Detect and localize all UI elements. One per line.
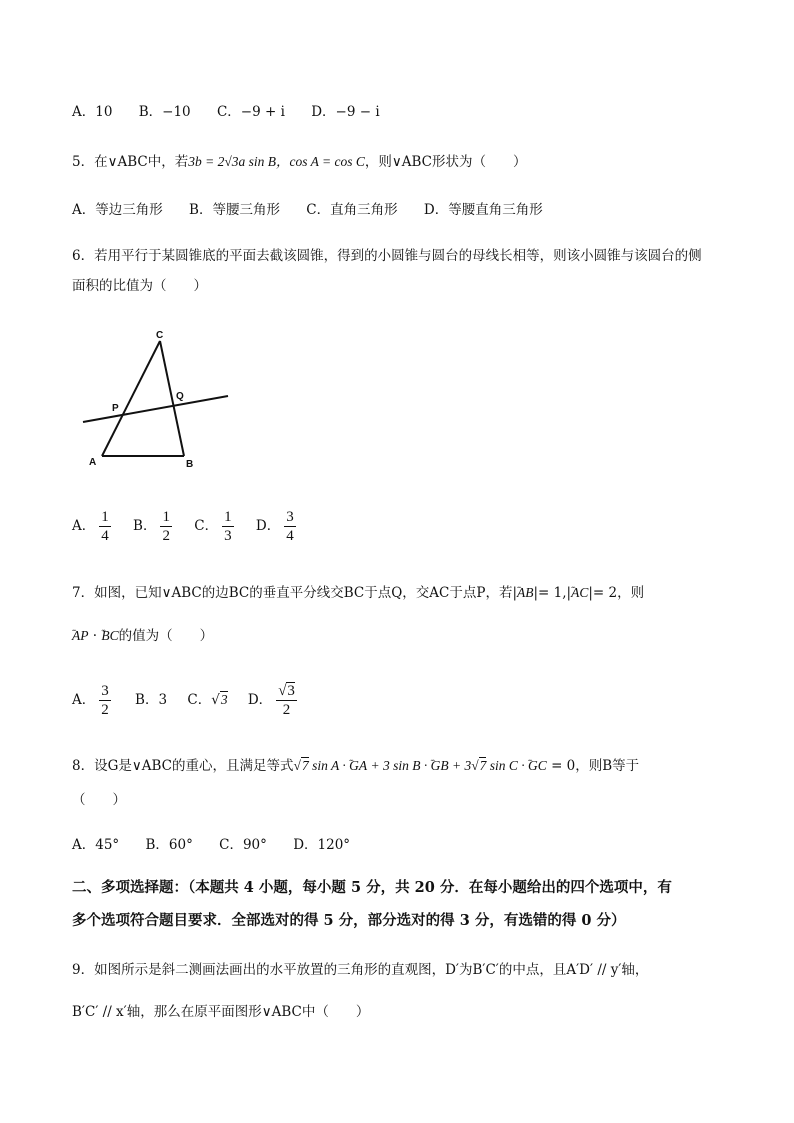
label-b: B	[186, 459, 194, 470]
q7-option-a: A． $\frac{3}{2}$	[72, 682, 109, 718]
q8-options	[72, 835, 372, 855]
q5-option-a: A．等边三角形	[72, 202, 163, 218]
q4-option-b: B．−10	[138, 104, 191, 120]
q4-option-c: C．−9 + i	[216, 104, 285, 120]
vector-ap: ꞈꞈ AP	[72, 626, 89, 646]
segment-pq	[83, 396, 228, 422]
section2-heading-line1: 二、多项选择题：（本题共 4 小题，每小题 5 分，共 20 分．在每小题给出的四个选项中，有	[72, 879, 672, 896]
label-p: P	[112, 403, 119, 414]
q8-option-b: B．60°	[145, 837, 193, 853]
q5-prefix: 5．在∨ABC中，若	[72, 154, 189, 170]
vector-ac: ꞈꞈ AC	[571, 583, 588, 603]
q8-option-d: D．120°	[293, 837, 351, 853]
vector-gc: ꞈꞈ GC	[528, 756, 547, 776]
q6-options	[72, 506, 322, 546]
q9-stem-line1: 9．如图所示是斜二测画法画出的水平放置的三角形的直观图，D′为B′C′的中点，且A′D′ // y′轴，	[72, 962, 649, 978]
q5-stem	[72, 152, 527, 172]
q5-options	[72, 200, 565, 220]
q6-option-c: C． $\frac{1}{3}$	[194, 508, 232, 544]
vector-ab: ꞈꞈ AB	[517, 583, 534, 603]
q8-stem-line2: （ ）	[72, 792, 126, 808]
label-q: Q	[176, 391, 184, 402]
q4-options	[72, 102, 402, 122]
triangle-figure	[80, 328, 240, 477]
q5-option-c: C．直角三角形	[306, 202, 398, 218]
q6-option-b: B． $\frac{1}{2}$	[133, 508, 170, 544]
segment-ca	[102, 341, 160, 456]
q6-option-a: A． $\frac{1}{4}$	[72, 508, 109, 544]
q6-stem-line1: 6．若用平行于某圆锥底的平面去截该圆锥，得到的小圆锥与圆台的母线长相等，则该小圆锥与该圆台的侧	[72, 248, 702, 264]
q7-option-c: C．√3	[187, 692, 228, 708]
q6-option-d: D． $\frac{3}{4}$	[255, 508, 294, 544]
section2-heading-line2: 多个选项符合题目要求．全部选对的得 5 分，部分选对的得 3 分，有选错的得 0 分）	[72, 912, 626, 929]
q8-option-c: C．90°	[219, 837, 267, 853]
q8-option-a: A．45°	[72, 837, 120, 853]
vector-gb: ꞈꞈ GB	[431, 756, 449, 776]
q7-option-b: B．3	[135, 692, 168, 708]
q7-options	[72, 680, 323, 720]
vector-ga: ꞈꞈ GA	[349, 756, 367, 776]
q7-stem-line1: 7．如图，已知∨ABC的边BC的垂直平分线交BC于点Q，交AC于点P，若|ꞈꞈ AB|= 1,|ꞈꞈ AC|= 2，则	[72, 583, 644, 603]
q8-stem-line1: 8．设G是∨ABC的重心，且满足等式√7 sin A · ꞈꞈ GA + 3 sin B · ꞈꞈ GB + 3√7 sin C · ꞈꞈ GC = 0，则B等于	[72, 756, 639, 776]
q5-suffix: ，则∨ABC形状为（ ）	[364, 154, 527, 170]
q5-option-d: D．等腰直角三角形	[423, 202, 543, 218]
label-c: C	[156, 330, 164, 341]
q7-option-d: D． $\frac{√3}{2}$	[247, 682, 295, 718]
q9-stem-line2: B′C′ // x′轴，那么在原平面图形∨ABC中（ ）	[72, 1004, 370, 1020]
q5-option-b: B．等腰三角形	[189, 202, 280, 218]
q5-condition: 3b = 2√3a sin B，cos A = cos C	[188, 154, 365, 169]
q4-option-a: A．10	[72, 104, 113, 120]
q6-stem-line2: 面积的比值为（ ）	[72, 278, 207, 294]
vector-bc: ꞈꞈ BC	[101, 626, 118, 646]
q4-option-d: D．−9 − i	[311, 104, 380, 120]
label-a: A	[89, 457, 97, 468]
q7-stem-line2: ꞈꞈ AP · ꞈꞈ BC的值为（ ）	[72, 626, 213, 646]
